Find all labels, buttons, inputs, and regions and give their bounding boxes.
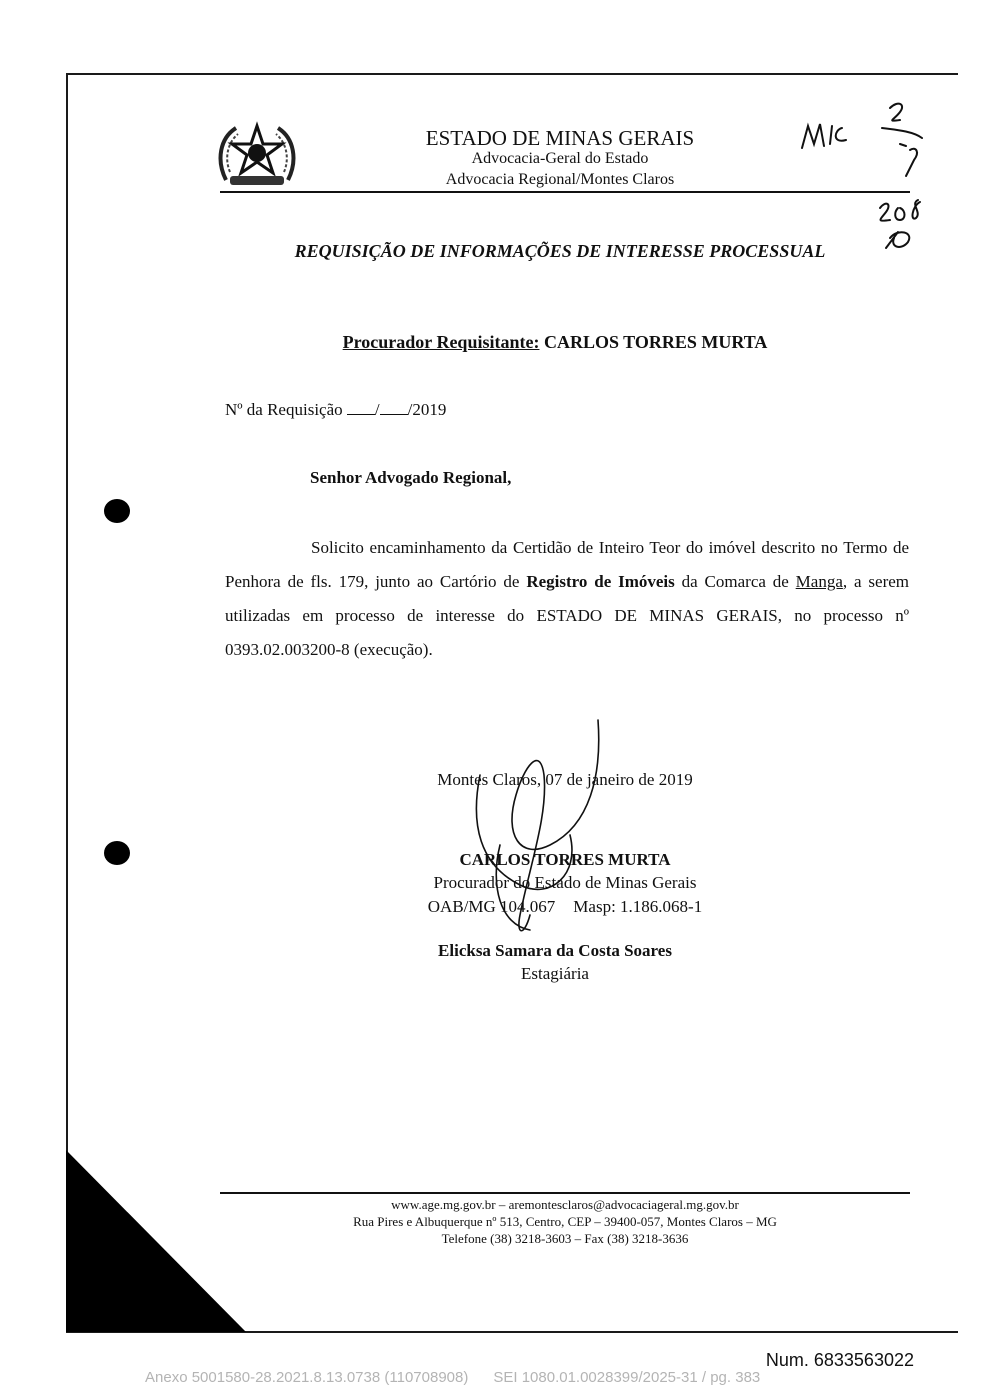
requester-label: Procurador Requisitante: — [342, 332, 540, 352]
footer-phone: Telefone (38) 3218-3603 – Fax (38) 3218-3636 — [441, 1231, 689, 1246]
body-registry: Registro de Imóveis — [526, 572, 675, 591]
footer-web-email: www.age.mg.gov.br – aremontesclaros@advocaciageral.mg.gov.br — [391, 1197, 739, 1212]
requester-line — [210, 332, 900, 353]
body-text: da Comarca de — [674, 572, 796, 591]
salutation: Senhor Advogado Regional, — [310, 468, 512, 487]
request-number-blank — [380, 400, 408, 415]
annex-reference-stamp — [145, 1369, 760, 1386]
signer-role: Procurador do Estado de Minas Gerais — [433, 873, 697, 892]
punch-hole — [104, 499, 130, 523]
request-number-year: /2019 — [407, 400, 447, 419]
document-title: REQUISIÇÃO DE INFORMAÇÕES DE INTERESSE PROCESSUAL — [294, 241, 826, 261]
request-number-line — [225, 400, 446, 420]
request-number-separator: / — [374, 400, 380, 419]
body-comarca: Manga — [795, 572, 843, 591]
header-title: ESTADO DE MINAS GERAIS — [425, 126, 695, 150]
signer-masp: Masp: 1.186.068-1 — [573, 897, 703, 916]
body-text: , a serem utilizadas em processo de interesse do ESTADO DE MINAS GERAIS, no processo nº 0393.02.003200-8 (execução). — [225, 572, 909, 659]
request-number-blank — [347, 400, 375, 415]
intern-role: Estagiária — [521, 964, 589, 983]
scan-frame-top — [66, 73, 958, 75]
footer-rule — [220, 1192, 910, 1194]
annex-id: Anexo 5001580-28.2021.8.13.0738 (110708908) — [145, 1369, 469, 1386]
handwritten-signature — [460, 715, 630, 945]
header-subtitle-office: Advocacia Regional/Montes Claros — [445, 171, 675, 188]
header-subtitle-agency: Advocacia-Geral do Estado — [471, 150, 649, 167]
scan-shadow-corner — [66, 1150, 246, 1332]
body-text: Solicito encaminhamento da Certidão de Inteiro Teor do imóvel descrito no Termo de Penhora de fls. 179, junto ao Cartório de — [225, 538, 909, 591]
requester-name: CARLOS TORRES MURTA — [543, 332, 768, 352]
punch-hole — [104, 841, 130, 865]
request-number-label: Nº da Requisição — [225, 400, 343, 419]
body-paragraph — [225, 531, 909, 667]
signer-name: CARLOS TORRES MURTA — [459, 850, 671, 869]
signer-oab: OAB/MG 104.067 — [427, 897, 556, 916]
document-number-stamp: Num. 6833563022 — [765, 1350, 914, 1370]
place-date: Montes Claros, 07 de janeiro de 2019 — [437, 770, 693, 789]
footer-address: Rua Pires e Albuquerque nº 513, Centro, CEP – 39400-057, Montes Claros – MG — [353, 1214, 777, 1229]
coat-of-arms-icon — [216, 120, 298, 190]
intern-name: Elicksa Samara da Costa Soares — [438, 941, 672, 960]
scan-frame-left — [66, 73, 68, 1333]
sei-id: SEI 1080.01.0028399/2025-31 / pg. 383 — [493, 1369, 761, 1386]
